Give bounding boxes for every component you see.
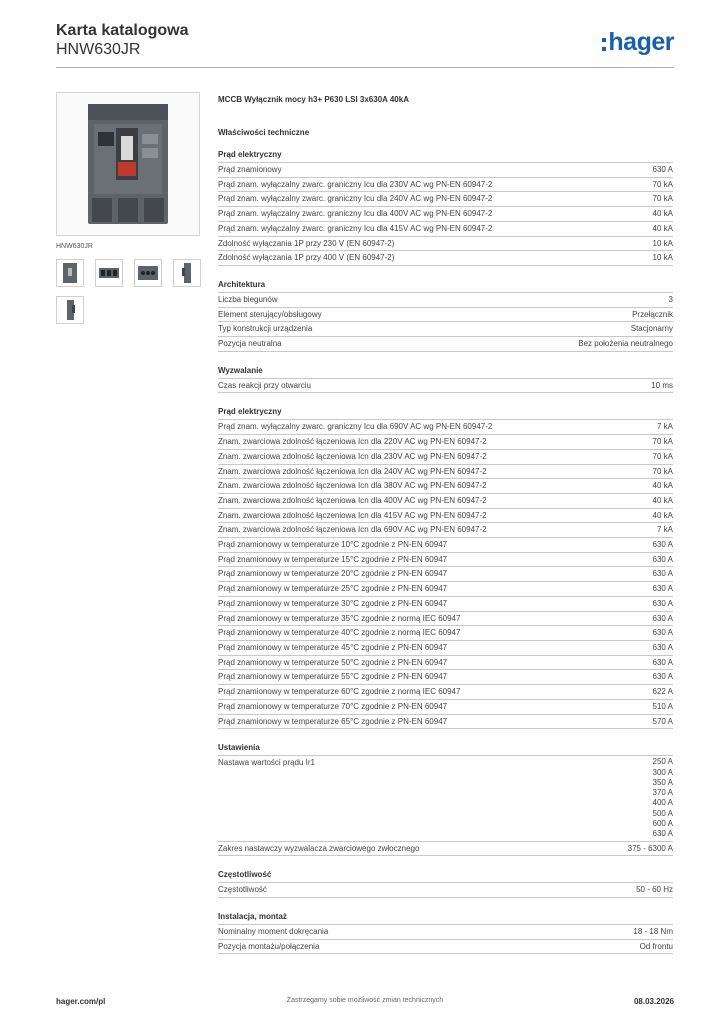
spec-label: Znam. zwarciowa zdolność łączeniowa Icn dla 380V AC wg PN-EN 60947-2 [218, 481, 487, 491]
spec-label: Prąd znamionowy w temperaturze 30°C zgodnie z PN-EN 60947 [218, 598, 448, 608]
spec-value-line: 630 A [652, 598, 673, 608]
spec-value-line: 375 - 6300 A [627, 843, 673, 853]
spec-row [218, 882, 673, 898]
thumbnail-terminal-view[interactable] [134, 259, 162, 287]
spec-section [218, 407, 673, 729]
spec-label: Prąd znamionowy w temperaturze 45°C zgodnie z PN-EN 60947 [218, 642, 448, 652]
spec-value [653, 222, 673, 236]
spec-value [653, 715, 673, 729]
spec-row [218, 336, 673, 352]
spec-section [218, 280, 673, 352]
spec-value-line: 630 A [652, 642, 673, 652]
footer-website[interactable]: hager.com/pl [56, 997, 106, 1006]
spec-value [653, 479, 673, 493]
spec-value-line: 630 A [652, 672, 673, 682]
thumbnail-side-view[interactable] [173, 259, 201, 287]
spec-label: Prąd znamionowy w temperaturze 20°C zgodnie z PN-EN 60947 [218, 569, 448, 579]
thumbnail-front-view[interactable] [56, 259, 84, 287]
spec-section [218, 366, 673, 394]
spec-row [218, 206, 673, 221]
spec-value-line: 630 A [652, 569, 673, 579]
spec-value [653, 670, 673, 684]
spec-value [653, 626, 673, 640]
spec-row [218, 236, 673, 251]
spec-label: Element sterujący/obsługowy [218, 309, 322, 319]
spec-value [653, 207, 673, 221]
spec-value [651, 379, 673, 393]
spec-value [653, 465, 673, 479]
logo-text: hager [608, 28, 674, 56]
spec-label: Zdolność wyłączania 1P przy 400 V (EN 60947-2) [218, 253, 395, 263]
spec-value-line: 250 A [652, 757, 673, 767]
spec-value [653, 612, 673, 626]
spec-value [653, 192, 673, 206]
spec-label: Znam. zwarciowa zdolność łączeniowa Icn dla 690V AC wg PN-EN 60947-2 [218, 525, 487, 535]
spec-label: Czas reakcji przy otwarciu [218, 380, 311, 390]
spec-row [218, 611, 673, 626]
spec-label: Nastawa wartości prądu Ir1 [218, 758, 315, 768]
spec-section [218, 150, 673, 266]
section-title: Instalacja, montaż [218, 911, 287, 921]
spec-row [218, 655, 673, 670]
spec-label: Prąd znamionowy w temperaturze 70°C zgodnie z PN-EN 60947 [218, 701, 448, 711]
spec-value-line: 40 kA [652, 495, 673, 505]
spec-value-line: 40 kA [652, 481, 673, 491]
spec-value-line: 7 kA [656, 422, 673, 432]
spec-label: Pozycja montażu/połączenia [218, 941, 320, 951]
spec-value-line: 70 kA [652, 451, 673, 461]
section-title: Częstotliwość [218, 870, 272, 880]
footer-disclaimer: Zastrzegamy sobie możliwość zmian technicznych [286, 997, 444, 1004]
spec-label: Znam. zwarciowa zdolność łączeniowa Icn dla 230V AC wg PN-EN 60947-2 [218, 451, 487, 461]
spec-table [218, 924, 673, 954]
logo-dots-icon [602, 38, 606, 51]
spec-label: Częstotliwość [218, 885, 267, 895]
spec-value-line: 300 A [652, 767, 673, 777]
spec-value-line: 630 A [652, 165, 673, 174]
spec-row [218, 537, 673, 552]
spec-row [218, 640, 673, 655]
spec-label: Prąd znamionowy w temperaturze 60°C zgodnie z normą IEC 60947 [218, 687, 461, 697]
spec-label: Liczba biegunów [218, 294, 278, 304]
spec-section [218, 912, 673, 954]
spec-value-line: 7 kA [656, 525, 673, 535]
spec-value [653, 567, 673, 581]
spec-row [218, 684, 673, 699]
spec-table [218, 419, 673, 729]
spec-value [653, 756, 673, 840]
spec-value-line: 70 kA [652, 466, 673, 476]
spec-label: Prąd znamionowy w temperaturze 65°C zgodnie z PN-EN 60947 [218, 716, 448, 726]
spec-section [218, 870, 673, 898]
product-media [56, 92, 204, 324]
spec-value-line: 40 kA [652, 510, 673, 520]
spec-label: Prąd znam. wyłączalny zwarc. graniczny Icu dla 415V AC wg PN-EN 60947-2 [218, 223, 493, 233]
spec-label: Znam. zwarciowa zdolność łączeniowa Icn dla 400V AC wg PN-EN 60947-2 [218, 495, 487, 505]
section-title: Architektura [218, 279, 266, 289]
spec-value [653, 494, 673, 508]
spec-value-line: 630 A [652, 628, 673, 638]
spec-value-line: 500 A [652, 808, 673, 818]
product-code: HNW630JR [56, 41, 141, 58]
spec-value-line: 50 - 60 Hz [636, 885, 673, 895]
spec-value [632, 308, 673, 322]
spec-row [218, 755, 673, 840]
spec-value-line: 3 [668, 294, 673, 304]
spec-value [653, 597, 673, 611]
section-title: Ustawienia [218, 743, 260, 753]
spec-row [218, 939, 673, 955]
spec-value-line: 40 kA [652, 209, 673, 219]
image-caption: HNW630JR [56, 243, 93, 250]
spec-row [218, 464, 673, 479]
spec-value [653, 582, 673, 596]
spec-row [218, 434, 673, 449]
spec-table [218, 162, 673, 266]
spec-row [218, 177, 673, 192]
spec-value-line: 630 A [652, 554, 673, 564]
spec-row [218, 292, 673, 307]
spec-label: Zakres nastawczy wyzwalacza zwarciowego zwłocznego [218, 843, 420, 853]
spec-row [218, 714, 673, 730]
spec-row [218, 378, 673, 394]
spec-value-line: 622 A [652, 687, 673, 697]
spec-label: Prąd znam. wyłączalny zwarc. graniczny Icu dla 240V AC wg PN-EN 60947-2 [218, 194, 493, 204]
spec-label: Nominalny moment dokręcania [218, 926, 329, 936]
spec-row [218, 307, 673, 322]
spec-label: Prąd znam. wyłączalny zwarc. graniczny Icu dla 690V AC wg PN-EN 60947-2 [218, 422, 493, 432]
spec-row [218, 191, 673, 206]
spec-label: Prąd znamionowy w temperaturze 10°C zgodnie z PN-EN 60947 [218, 540, 448, 550]
spec-value [628, 842, 673, 856]
spec-label: Znam. zwarciowa zdolność łączeniowa Icn dla 415V AC wg PN-EN 60947-2 [218, 510, 487, 520]
spec-value [653, 237, 673, 251]
spec-value-line: Stacjonarny [630, 324, 673, 334]
header-divider [56, 67, 674, 68]
spec-value-line: Przełącznik [632, 309, 673, 319]
spec-label: Prąd znam. wyłączalny zwarc. graniczny Icu dla 230V AC wg PN-EN 60947-2 [218, 179, 493, 189]
spec-row [218, 162, 673, 177]
spec-label: Prąd znam. wyłączalny zwarc. graniczny Icu dla 400V AC wg PN-EN 60947-2 [218, 209, 493, 219]
spec-value-line: 630 A [652, 613, 673, 623]
spec-row [218, 478, 673, 493]
spec-value [653, 509, 673, 523]
spec-value [653, 656, 673, 670]
spec-label: Prąd znamionowy [218, 165, 282, 174]
spec-row [218, 596, 673, 611]
spec-label: Prąd znamionowy w temperaturze 15°C zgodnie z PN-EN 60947 [218, 554, 448, 564]
spec-value [653, 178, 673, 192]
spec-row [218, 419, 673, 434]
spec-value [653, 450, 673, 464]
spec-value [657, 523, 673, 537]
spec-value-line: 10 kA [652, 238, 673, 248]
spec-row [218, 522, 673, 537]
spec-table [218, 755, 673, 856]
spec-label: Pozycja neutralna [218, 339, 282, 349]
spec-value-line: 40 kA [652, 223, 673, 233]
spec-row [218, 625, 673, 640]
spec-value-line: 400 A [652, 798, 673, 808]
technical-specs [218, 94, 673, 954]
spec-value [653, 538, 673, 552]
spec-value-line: 70 kA [652, 194, 673, 204]
spec-value-line: 370 A [652, 788, 673, 798]
spec-label: Prąd znamionowy w temperaturze 50°C zgodnie z PN-EN 60947 [218, 657, 448, 667]
spec-table [218, 378, 673, 394]
spec-value [631, 322, 673, 336]
spec-row [218, 321, 673, 336]
spec-row [218, 493, 673, 508]
section-title: Prąd elektryczny [218, 150, 282, 159]
spec-value-line: 10 kA [652, 253, 673, 263]
spec-value [653, 700, 673, 714]
spec-value [653, 553, 673, 567]
thumbnail-top-view[interactable] [95, 259, 123, 287]
spec-row [218, 552, 673, 567]
spec-label: Zdolność wyłączania 1P przy 230 V (EN 60947-2) [218, 238, 395, 248]
spec-value-line: 510 A [652, 701, 673, 711]
spec-table [218, 882, 673, 898]
spec-row [218, 699, 673, 714]
spec-table [218, 292, 673, 352]
spec-label: Typ konstrukcji urządzenia [218, 324, 313, 334]
spec-label: Prąd znamionowy w temperaturze 55°C zgodnie z PN-EN 60947 [218, 672, 448, 682]
spec-row [218, 250, 673, 266]
spec-label: Znam. zwarciowa zdolność łączeniowa Icn dla 240V AC wg PN-EN 60947-2 [218, 466, 487, 476]
circuit-breaker-icon [84, 102, 172, 226]
spec-section [218, 743, 673, 856]
spec-row [218, 449, 673, 464]
spec-label: Prąd znamionowy w temperaturze 40°C zgodnie z normą IEC 60947 [218, 628, 461, 638]
thumbnail-gallery [56, 259, 204, 324]
spec-label: Prąd znamionowy w temperaturze 35°C zgodnie z normą IEC 60947 [218, 613, 461, 623]
spec-row [218, 669, 673, 684]
spec-row [218, 221, 673, 236]
spec-value [653, 251, 673, 265]
spec-value [633, 925, 673, 939]
product-image[interactable] [56, 92, 200, 236]
spec-value [640, 940, 673, 954]
spec-row [218, 841, 673, 857]
spec-value-line: 70 kA [652, 437, 673, 447]
spec-value-line: 350 A [652, 777, 673, 787]
spec-label: Prąd znamionowy w temperaturze 25°C zgodnie z PN-EN 60947 [218, 584, 448, 594]
section-title: Prąd elektryczny [218, 407, 282, 417]
product-name: MCCB Wyłącznik mocy h3+ P630 LSI 3x630A 40kA [218, 95, 409, 104]
spec-value-line: 630 A [652, 829, 673, 839]
spec-value [653, 163, 673, 177]
spec-sections [218, 150, 673, 954]
spec-value [653, 641, 673, 655]
spec-label: Znam. zwarciowa zdolność łączeniowa Icn dla 220V AC wg PN-EN 60947-2 [218, 437, 487, 447]
spec-value-line: 570 A [652, 716, 673, 726]
section-title: Wyzwalanie [218, 365, 263, 375]
spec-row [218, 924, 673, 939]
spec-value-line: 600 A [652, 818, 673, 828]
spec-row [218, 508, 673, 523]
thumbnail-side-view-2[interactable] [56, 296, 84, 324]
spec-value-line: 630 A [652, 584, 673, 594]
spec-value-line: Bez położenia neutralnego [578, 339, 673, 349]
spec-value-line: 630 A [652, 657, 673, 667]
spec-value [653, 685, 673, 699]
spec-value [669, 293, 673, 307]
footer-date: 08.03.2026 [633, 997, 674, 1006]
spec-value-line: 10 ms [651, 380, 673, 390]
page-header [56, 22, 674, 70]
spec-value [578, 337, 673, 351]
spec-value-line: Od frontu [639, 941, 673, 951]
properties-title: Właściwości techniczne [218, 128, 310, 137]
spec-value-line: 70 kA [652, 179, 673, 189]
spec-value [636, 883, 673, 897]
spec-value [653, 435, 673, 449]
spec-value [657, 420, 673, 434]
spec-row [218, 566, 673, 581]
spec-value-line: 18 - 18 Nm [633, 926, 673, 936]
hager-logo [602, 28, 674, 56]
spec-value-line: 630 A [652, 540, 673, 550]
document-title: Karta katalogowa [56, 22, 189, 39]
spec-row [218, 581, 673, 596]
